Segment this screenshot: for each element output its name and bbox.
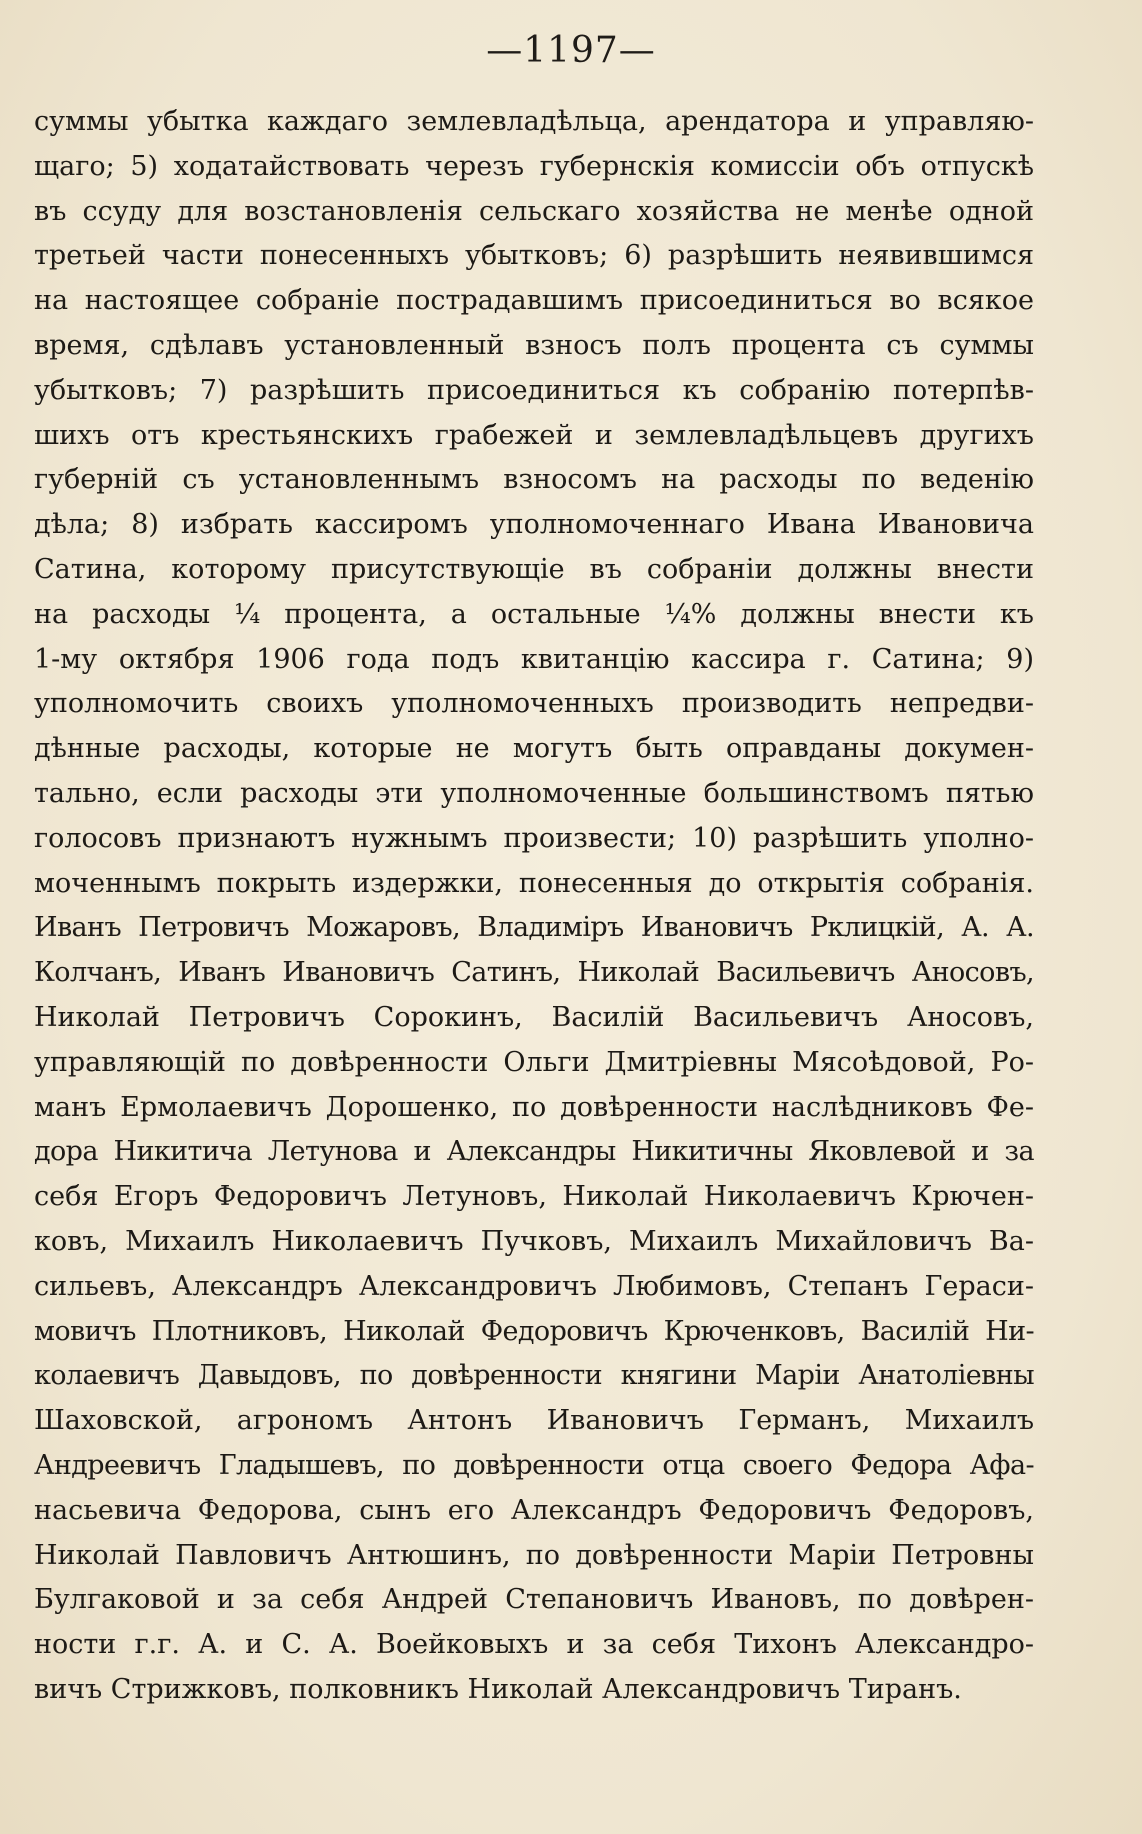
text-line: вичъ Стрижковъ, полковникъ Николай Александровичъ Тиранъ. — [34, 1673, 962, 1705]
text-line: дѣнные расходы, которые не могутъ быть оправданы докумен- — [34, 733, 1034, 765]
text-line: колаевичъ Давыдовъ, по довѣренности княгини Маріи Анатоліевны — [34, 1360, 1034, 1392]
text-line: манъ Ермолаевичъ Дорошенко, по довѣренности наслѣдниковъ Фе- — [34, 1091, 1034, 1123]
text-line: шихъ отъ крестьянскихъ грабежей и землевладѣльцевъ другихъ — [34, 419, 1034, 451]
text-line: Шаховской, агрономъ Антонъ Ивановичъ Германъ, Михаилъ — [34, 1405, 1034, 1437]
text-line: въ ссуду для возстановленія сельскаго хозяйства не менѣе одной — [34, 195, 1034, 227]
text-line: сильевъ, Александръ Александровичъ Любимовъ, Степанъ Гераси- — [34, 1270, 1034, 1302]
text-line: мовичъ Плотниковъ, Николай Федоровичъ Крюченковъ, Василій Ни- — [34, 1315, 1034, 1347]
text-line: губерній съ установленнымъ взносомъ на расходы по веденію — [34, 464, 1034, 496]
text-line: 1-му октября 1906 года подъ квитанцію кассира г. Сатина; 9) — [34, 643, 1034, 675]
text-line: Николай Петровичъ Сорокинъ, Василій Васильевичъ Аносовъ, — [34, 1001, 1034, 1033]
text-line: дѣла; 8) избрать кассиромъ уполномоченнаго Ивана Ивановича — [34, 509, 1034, 541]
text-line: суммы убытка каждаго землевладѣльца, арендатора и управляю- — [34, 106, 1034, 137]
text-line: голосовъ признаютъ нужнымъ произвести; 10) разрѣшить уполно- — [34, 822, 1034, 854]
text-line: Сатина, которому присутствующіе въ собраніи должны внести — [34, 553, 1034, 585]
text-line: дора Никитича Летунова и Александры Никитичны Яковлевой и за — [34, 1136, 1034, 1168]
text-line: убытковъ; 7) разрѣшить присоединиться къ собранію потерпѣв- — [34, 374, 1034, 406]
text-line: себя Егоръ Федоровичъ Летуновъ, Николай Николаевичъ Крючен- — [34, 1181, 1034, 1213]
page-number: —1197— — [486, 30, 656, 71]
text-line: моченнымъ покрыть издержки, понесенныя до открытія собранія. — [34, 867, 1034, 899]
text-line: на расходы ¼ процента, а остальные ¼% должны внести къ — [34, 598, 1034, 630]
text-line: Иванъ Петровичъ Можаровъ, Владиміръ Ивановичъ Рклицкій, А. А. — [34, 912, 1034, 944]
text-line: щаго; 5) ходатайствовать черезъ губернскія комиссіи объ отпускѣ — [34, 150, 1034, 182]
text-line: управляющій по довѣренности Ольги Дмитріевны Мясоѣдовой, Ро- — [34, 1046, 1034, 1078]
text-line: Николай Павловичъ Антюшинъ, по довѣренности Маріи Петровны — [34, 1539, 1034, 1571]
text-line: третьей части понесенныхъ убытковъ; 6) разрѣшить неявившимся — [34, 240, 1034, 272]
text-line: Андреевичъ Гладышевъ, по довѣренности отца своего Федора Афа- — [34, 1449, 1034, 1481]
body-text — [34, 100, 1034, 1713]
text-line: на настоящее собраніе пострадавшимъ присоединиться во всякое — [34, 285, 1034, 317]
text-line: Колчанъ, Иванъ Ивановичъ Сатинъ, Николай Васильевичъ Аносовъ, — [34, 957, 1034, 989]
text-line: уполномочить своихъ уполномоченныхъ производить непредви- — [34, 688, 1034, 720]
text-line: насьевича Федорова, сынъ его Александръ Федоровичъ Федоровъ, — [34, 1494, 1034, 1526]
text-line: тально, если расходы эти уполномоченные большинствомъ пятью — [34, 777, 1034, 809]
text-line: Булгаковой и за себя Андрей Степановичъ Ивановъ, по довѣрен- — [34, 1584, 1034, 1616]
text-line: время, сдѣлавъ установленный взносъ полъ процента съ суммы — [34, 329, 1034, 361]
text-line: ности г.г. А. и С. А. Воейковыхъ и за себя Тихонъ Александро- — [34, 1629, 1034, 1661]
text-line: ковъ, Михаилъ Николаевичъ Пучковъ, Михаилъ Михайловичъ Ва- — [34, 1225, 1034, 1257]
